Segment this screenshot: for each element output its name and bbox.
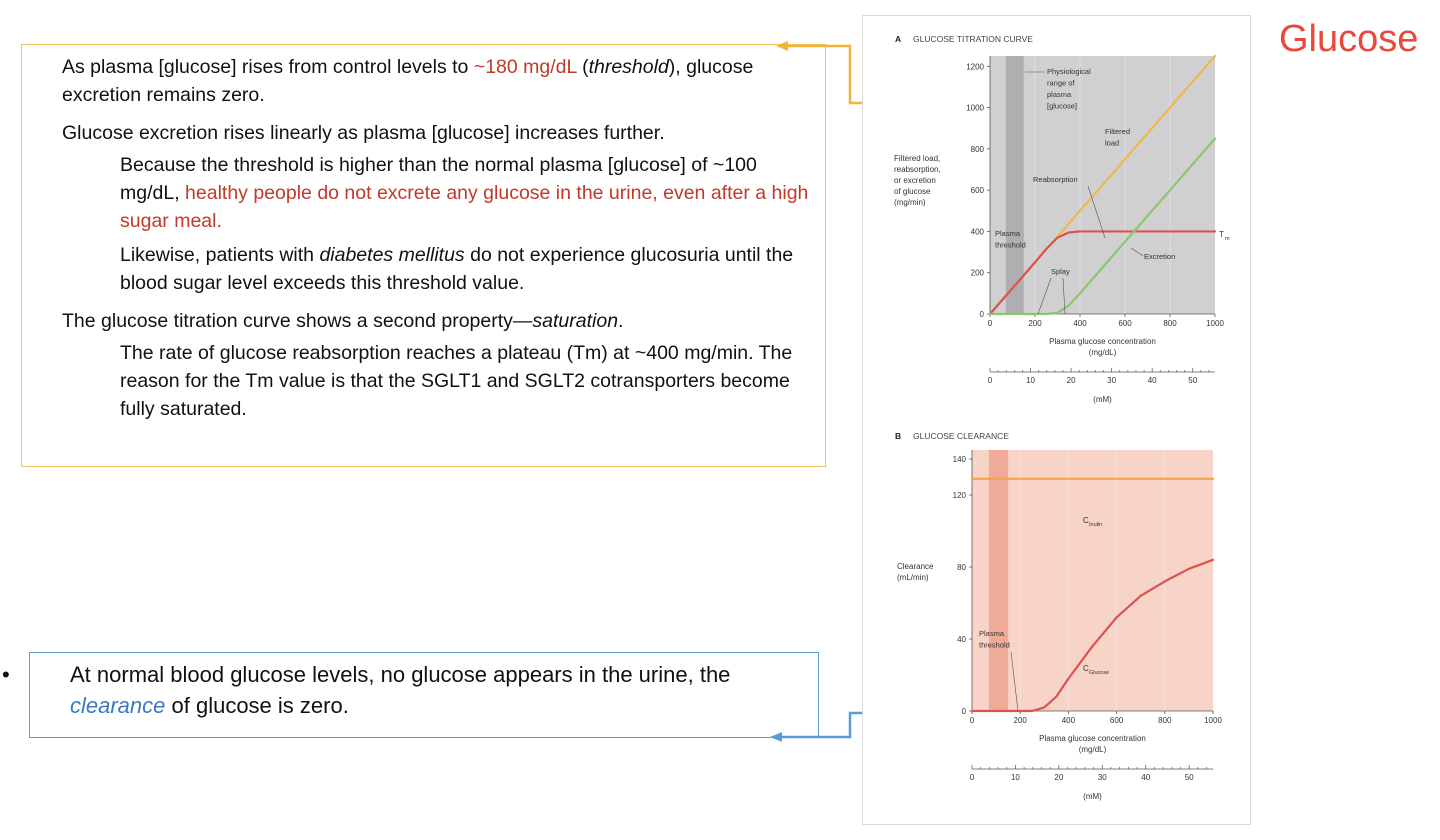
bullet-text: Glucose excretion rises linearly as plasma [glucose] increases further. (62, 122, 665, 144)
annotation-c-glucose: C (1083, 664, 1089, 673)
x-axis-label-unit: (mg/dL) (1078, 745, 1107, 754)
x-axis-label: Plasma glucose concentration (1049, 337, 1156, 346)
y-tick-label: 140 (952, 455, 966, 464)
y-axis-label: of glucose (894, 187, 931, 196)
bullet-text: threshold (588, 56, 669, 78)
chart-title: GLUCOSE TITRATION CURVE (913, 34, 1033, 44)
bullet-text: As plasma [glucose] rises from control levels to (62, 56, 474, 78)
bullet-text: The rate of glucose reabsorption reaches a plateau (Tm) at ~400 mg/min. The reason for the Tm value is that the SGLT1 and SGLT2 cotransporters become fully saturated. (120, 342, 793, 420)
annotation-physiological-range: plasma (1047, 90, 1072, 99)
physiological-range-band (989, 450, 1008, 711)
x-tick-label: 800 (1163, 319, 1177, 328)
x-tick-label: 400 (1061, 716, 1076, 725)
mm-tick-label: 10 (1026, 376, 1035, 385)
y-tick-label: 1200 (966, 62, 984, 72)
bullet-text: . (618, 310, 624, 332)
y-axis-label: or excretion (894, 176, 936, 185)
y-tick-label: 120 (952, 491, 966, 500)
annotation-c-glucose-sub: Glucose (1089, 670, 1110, 676)
bullet-text: do not experience glucosuria until the blood sugar level exceeds this threshold value. (120, 244, 794, 294)
x-tick-label: 400 (1073, 319, 1087, 328)
y-tick-label: 1000 (966, 103, 984, 113)
bullet-text: Likewise, patients with (120, 244, 320, 266)
x-tick-label: 600 (1118, 319, 1132, 328)
x-axis-label: Plasma glucose concentration (1039, 734, 1146, 743)
mm-tick-label: 0 (969, 773, 975, 782)
x-tick-label: 0 (969, 716, 975, 725)
y-tick-label: 400 (970, 227, 984, 237)
annotation-c-inulin: C (1083, 516, 1089, 525)
y-tick-label: 200 (970, 268, 984, 278)
annotation-c-inulin-sub: Inulin (1089, 522, 1103, 528)
x-tick-label: 200 (1013, 716, 1027, 725)
annotation-splay: Splay (1051, 267, 1070, 276)
annotation-plasma-threshold: Plasma (979, 629, 1005, 638)
bullet-text: of glucose is zero. (165, 693, 349, 718)
mm-tick-label: 20 (1066, 376, 1076, 385)
mm-axis-label: (mM) (1093, 395, 1112, 404)
x-tick-label: 0 (987, 319, 993, 328)
y-tick-label: 0 (961, 707, 966, 716)
annotation-reabsorption: Reabsorption (1033, 175, 1078, 184)
annotation-physiological-range: [glucose] (1047, 101, 1078, 111)
bullet-text: diabetes mellitus (319, 244, 465, 266)
y-tick-label: 0 (979, 310, 984, 319)
bullet-text: ), glucose excretion remains zero. (62, 56, 754, 106)
bullet-text: At normal blood glucose levels, no glucose appears in the urine, the (70, 662, 731, 687)
y-axis-label: Clearance (897, 562, 934, 571)
bullet-text: Because the threshold is higher than the normal plasma [glucose] of ~100 mg/dL, (120, 154, 757, 204)
y-axis-label: Filtered load, (894, 154, 941, 163)
bullet-text: saturation (532, 310, 619, 332)
bullet-text: healthy people do not excrete any glucose in the urine, even after a high sugar meal. (120, 182, 809, 232)
mm-tick-label: 50 (1188, 376, 1198, 385)
annotation-filtered-load: load (1105, 138, 1120, 148)
bullet-text: ( (582, 56, 589, 78)
x-tick-label: 200 (1028, 319, 1042, 328)
annotation-plasma-threshold: threshold (995, 240, 1026, 250)
y-tick-label: 40 (957, 635, 966, 644)
x-tick-label: 800 (1158, 716, 1172, 725)
bullet-text: clearance (70, 693, 166, 718)
slide-title: Glucose (1279, 18, 1419, 60)
annotation-excretion: Excretion (1144, 252, 1176, 261)
mm-tick-label: 40 (1147, 376, 1157, 385)
physiological-range-band (1006, 56, 1024, 314)
mm-axis-label: (mM) (1083, 792, 1102, 801)
chart-title: GLUCOSE CLEARANCE (913, 431, 1009, 441)
annotation-physiological-range: range of (1047, 78, 1075, 88)
figure-panel (862, 15, 1251, 825)
x-tick-label: 1000 (1206, 319, 1224, 328)
mm-tick-label: 30 (1097, 773, 1107, 782)
annotation-physiological-range: Physiological (1047, 67, 1091, 76)
y-tick-label: 80 (957, 563, 966, 572)
y-axis-label: (mg/min) (894, 198, 926, 207)
bullet-text: ~180 mg/dL (473, 56, 577, 78)
annotation-plasma-threshold: threshold (979, 640, 1010, 650)
annotation-filtered-load: Filtered (1105, 127, 1131, 136)
panel-label: A (895, 34, 902, 44)
mm-tick-label: 40 (1141, 773, 1151, 782)
x-tick-label: 600 (1109, 716, 1124, 725)
x-axis-label-unit: (mg/dL) (1088, 348, 1117, 357)
mm-tick-label: 10 (1010, 773, 1020, 782)
y-tick-label: 800 (970, 144, 984, 154)
mm-tick-label: 30 (1107, 376, 1117, 385)
y-axis-label: (mL/min) (897, 573, 929, 582)
y-axis-label: reabsorption, (894, 165, 941, 174)
panel-label: B (895, 431, 902, 441)
x-tick-label: 1000 (1204, 716, 1222, 725)
annotation-plasma-threshold: Plasma (995, 229, 1021, 238)
mm-tick-label: 20 (1054, 773, 1064, 782)
annotation-tm: T (1219, 230, 1224, 239)
figure-svg (863, 16, 1250, 824)
y-tick-label: 600 (970, 186, 984, 196)
blue-arrowhead-left (770, 732, 782, 742)
chart-panel-a (894, 34, 1230, 404)
yellow-arrowhead-left (776, 41, 788, 51)
bullet-text: The glucose titration curve shows a second property— (62, 310, 533, 332)
mm-tick-label: 50 (1184, 773, 1194, 782)
chart-panel-b (895, 431, 1222, 801)
annotation-tm-sub: m (1225, 236, 1230, 242)
mm-tick-label: 0 (987, 376, 993, 385)
